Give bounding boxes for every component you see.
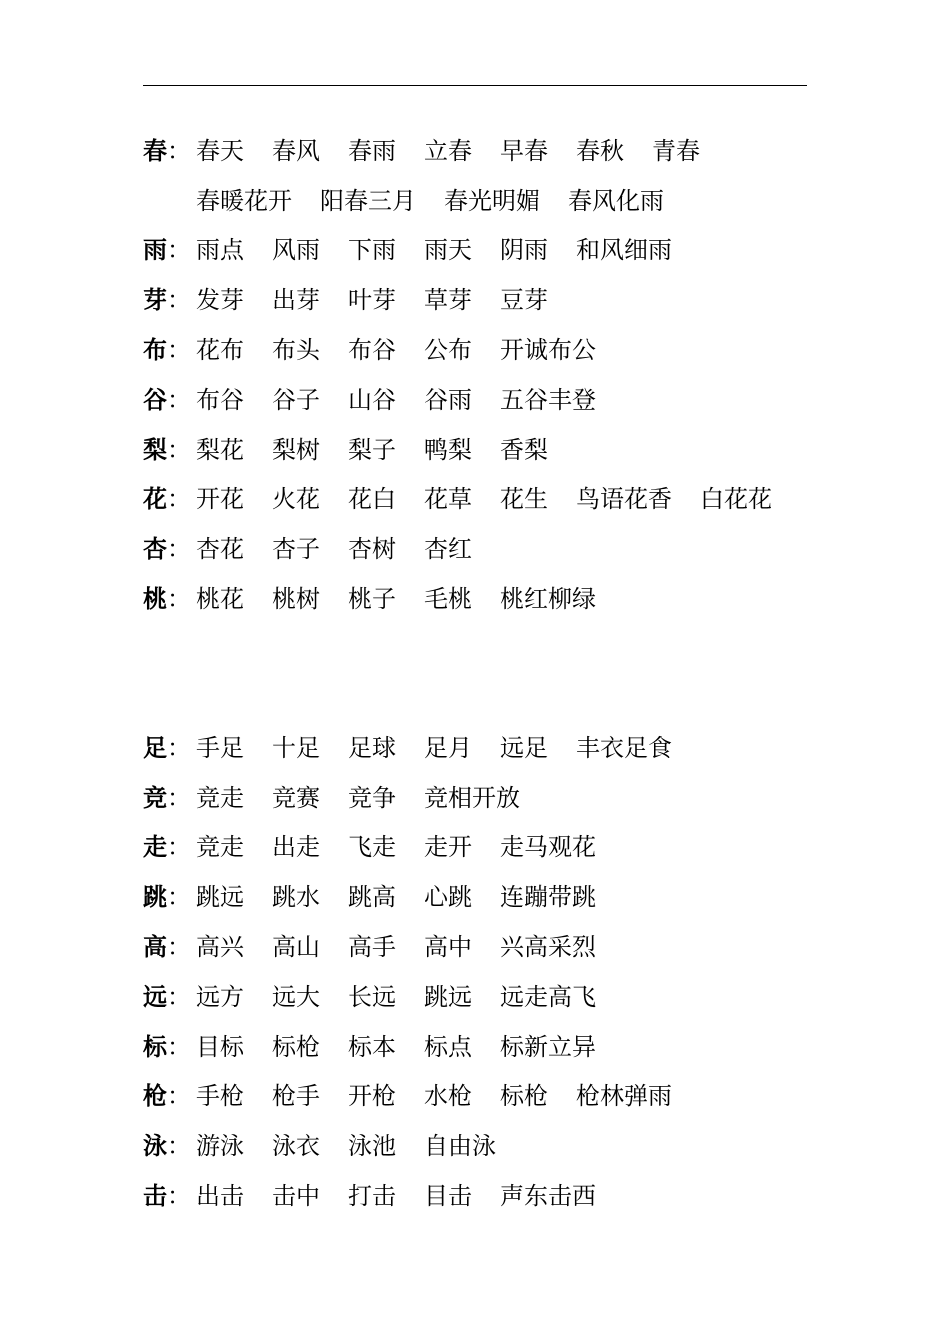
entry-word: 春暖花开 [196,186,292,215]
entry-word: 阳春三月 [320,186,416,215]
entry-character-text: 芽 [143,285,167,315]
entry-word: 桃花 [196,585,244,614]
entry-character [143,932,196,962]
entry-word: 远走高飞 [500,982,596,1011]
entry-word: 枪手 [272,1082,320,1111]
entry-character [143,1131,196,1161]
entry-character-text: 杏 [143,534,167,564]
entry-character-text: 花 [143,484,167,514]
entry-word: 杏树 [348,535,396,564]
entry-separator: ： [167,136,191,165]
entry-word: 梨花 [196,435,244,464]
entry-row [143,773,863,823]
entry-separator: ： [167,933,191,962]
entry-row [143,425,863,475]
entry-row [143,375,863,425]
entry-word: 春雨 [348,136,396,165]
entry-word: 梨树 [272,435,320,464]
entry-word: 白花花 [700,485,772,514]
entry-word: 春风 [272,136,320,165]
entry-character [143,1181,196,1211]
entry-separator: ： [167,1032,191,1061]
entry-word: 竞赛 [272,783,320,812]
entry-character [143,981,196,1011]
entry-character-text: 春 [143,135,167,165]
entry-word: 五谷丰登 [500,385,596,414]
entry-word: 十足 [272,733,320,762]
entry-character-text: 泳 [143,1131,167,1161]
entry-row [143,325,863,375]
entry-word: 桃子 [348,585,396,614]
entry-word: 豆芽 [500,286,548,315]
entry-word: 出击 [196,1182,244,1211]
entry-row [143,872,863,922]
entry-word: 水枪 [424,1082,472,1111]
entry-word: 心跳 [424,883,472,912]
entry-word: 火花 [272,485,320,514]
entry-separator: ： [167,535,191,564]
header-rule [143,85,807,86]
entry-word: 标点 [424,1032,472,1061]
entry-row [143,1171,863,1221]
entry-character [143,534,196,564]
entry-word: 早春 [500,136,548,165]
entry-word: 布谷 [348,336,396,365]
entry-word: 高兴 [196,933,244,962]
entry-character [143,1031,196,1061]
entry-character-text: 谷 [143,384,167,414]
entry-character-text: 布 [143,335,167,365]
entry-character-text: 高 [143,932,167,962]
entry-row [143,823,863,873]
entry-separator: ： [167,485,191,514]
entry-word: 竞争 [348,783,396,812]
entry-word: 泳衣 [272,1132,320,1161]
entry-word: 花草 [424,485,472,514]
entry-word: 风雨 [272,236,320,265]
entry-row [143,226,863,276]
entry-word: 远大 [272,982,320,1011]
entry-character-text: 雨 [143,235,167,265]
entry-word: 远方 [196,982,244,1011]
entry-word: 花生 [500,485,548,514]
entry-word: 竞相开放 [424,783,520,812]
entry-word: 公布 [424,336,472,365]
entry-word: 跳水 [272,883,320,912]
entry-separator: ： [167,435,191,464]
entry-character [143,335,196,365]
entry-separator: ： [167,336,191,365]
entry-character-text: 枪 [143,1081,167,1111]
entry-word: 杏红 [424,535,472,564]
entry-word: 下雨 [348,236,396,265]
entry-character-text: 桃 [143,584,167,614]
entry-word: 开枪 [348,1082,396,1111]
entry-word: 和风细雨 [576,236,672,265]
entry-word: 叶芽 [348,286,396,315]
entry-word: 击中 [272,1182,320,1211]
entry-character [143,584,196,614]
entry-word: 春光明媚 [444,186,540,215]
entry-word: 足球 [348,733,396,762]
entry-separator: ： [167,585,191,614]
entry-word: 飞走 [348,833,396,862]
entry-word: 走马观花 [500,833,596,862]
entry-word: 草芽 [424,286,472,315]
entry-word: 阴雨 [500,236,548,265]
entry-row [143,972,863,1022]
entry-character [143,384,196,414]
entry-word: 足月 [424,733,472,762]
entry-word: 高山 [272,933,320,962]
entry-character-text: 标 [143,1031,167,1061]
entry-word: 青春 [652,136,700,165]
entry-word: 跳远 [424,982,472,1011]
entry-word: 高中 [424,933,472,962]
entry-word: 立春 [424,136,472,165]
entry-word: 丰衣足食 [576,733,672,762]
entry-separator: ： [167,1082,191,1111]
entry-character-text: 梨 [143,434,167,464]
entry-row [143,723,863,773]
entry-row [143,922,863,972]
entry-word: 布头 [272,336,320,365]
entry-separator: ： [167,883,191,912]
word-list-section-1 [143,126,863,624]
entry-word: 开诚布公 [500,336,596,365]
entry-word: 枪林弹雨 [576,1082,672,1111]
entry-row [143,524,863,574]
entry-word: 自由泳 [424,1132,496,1161]
entry-row [143,176,863,226]
entry-word: 长远 [348,982,396,1011]
entry-character [143,732,196,762]
entry-character [143,484,196,514]
entry-separator: ： [167,783,191,812]
entry-word: 雨点 [196,236,244,265]
word-list-section-2 [143,723,863,1221]
entry-word: 发芽 [196,286,244,315]
entry-word: 春秋 [576,136,624,165]
entry-row [143,475,863,525]
entry-word: 谷雨 [424,385,472,414]
entry-word: 雨天 [424,236,472,265]
entry-word: 花白 [348,485,396,514]
entry-word: 标新立异 [500,1032,596,1061]
entry-character-text: 竞 [143,782,167,812]
entry-word: 远足 [500,733,548,762]
entry-separator: ： [167,1132,191,1161]
entry-word: 标枪 [272,1032,320,1061]
entry-word: 走开 [424,833,472,862]
entry-character-text: 走 [143,832,167,862]
entry-word: 山谷 [348,385,396,414]
entry-word: 谷子 [272,385,320,414]
entry-word: 春天 [196,136,244,165]
entry-row [143,1121,863,1171]
entry-row [143,574,863,624]
entry-word: 梨子 [348,435,396,464]
entry-word: 开花 [196,485,244,514]
entry-character-text: 跳 [143,882,167,912]
entry-character [143,285,196,315]
entry-word: 竞走 [196,783,244,812]
entry-word: 桃树 [272,585,320,614]
entry-character [143,882,196,912]
entry-word: 目标 [196,1032,244,1061]
entry-character [143,434,196,464]
entry-separator: ： [167,982,191,1011]
entry-word: 声东击西 [500,1182,596,1211]
entry-separator: ： [167,385,191,414]
entry-character [143,782,196,812]
entry-character-text: 击 [143,1181,167,1211]
entry-separator: ： [167,733,191,762]
entry-word: 杏子 [272,535,320,564]
entry-word: 手枪 [196,1082,244,1111]
entry-character [143,1081,196,1111]
entry-word: 鸟语花香 [576,485,672,514]
entry-row [143,275,863,325]
entry-word: 跳远 [196,883,244,912]
entry-separator: ： [167,286,191,315]
entry-word: 标枪 [500,1082,548,1111]
entry-word: 春风化雨 [568,186,664,215]
entry-word: 香梨 [500,435,548,464]
entry-word: 高手 [348,933,396,962]
entry-word: 竞走 [196,833,244,862]
entry-separator: ： [167,833,191,862]
entry-word: 出芽 [272,286,320,315]
entry-row [143,126,863,176]
entry-character-text: 远 [143,981,167,1011]
entry-word: 桃红柳绿 [500,585,596,614]
entry-word: 出走 [272,833,320,862]
entry-word: 花布 [196,336,244,365]
entry-word: 跳高 [348,883,396,912]
entry-character-text: 足 [143,732,167,762]
entry-character [143,832,196,862]
entry-character [143,235,196,265]
entry-word: 游泳 [196,1132,244,1161]
entry-word: 打击 [348,1182,396,1211]
entry-word: 毛桃 [424,585,472,614]
entry-word: 连蹦带跳 [500,883,596,912]
entry-word: 目击 [424,1182,472,1211]
entry-word: 泳池 [348,1132,396,1161]
entry-separator: ： [167,236,191,265]
entry-word: 兴高采烈 [500,933,596,962]
entry-word: 布谷 [196,385,244,414]
entry-row [143,1072,863,1122]
entry-word: 鸭梨 [424,435,472,464]
entry-word: 手足 [196,733,244,762]
entry-row [143,1022,863,1072]
entry-separator: ： [167,1182,191,1211]
entry-word: 杏花 [196,535,244,564]
entry-character [143,135,196,165]
entry-word: 标本 [348,1032,396,1061]
